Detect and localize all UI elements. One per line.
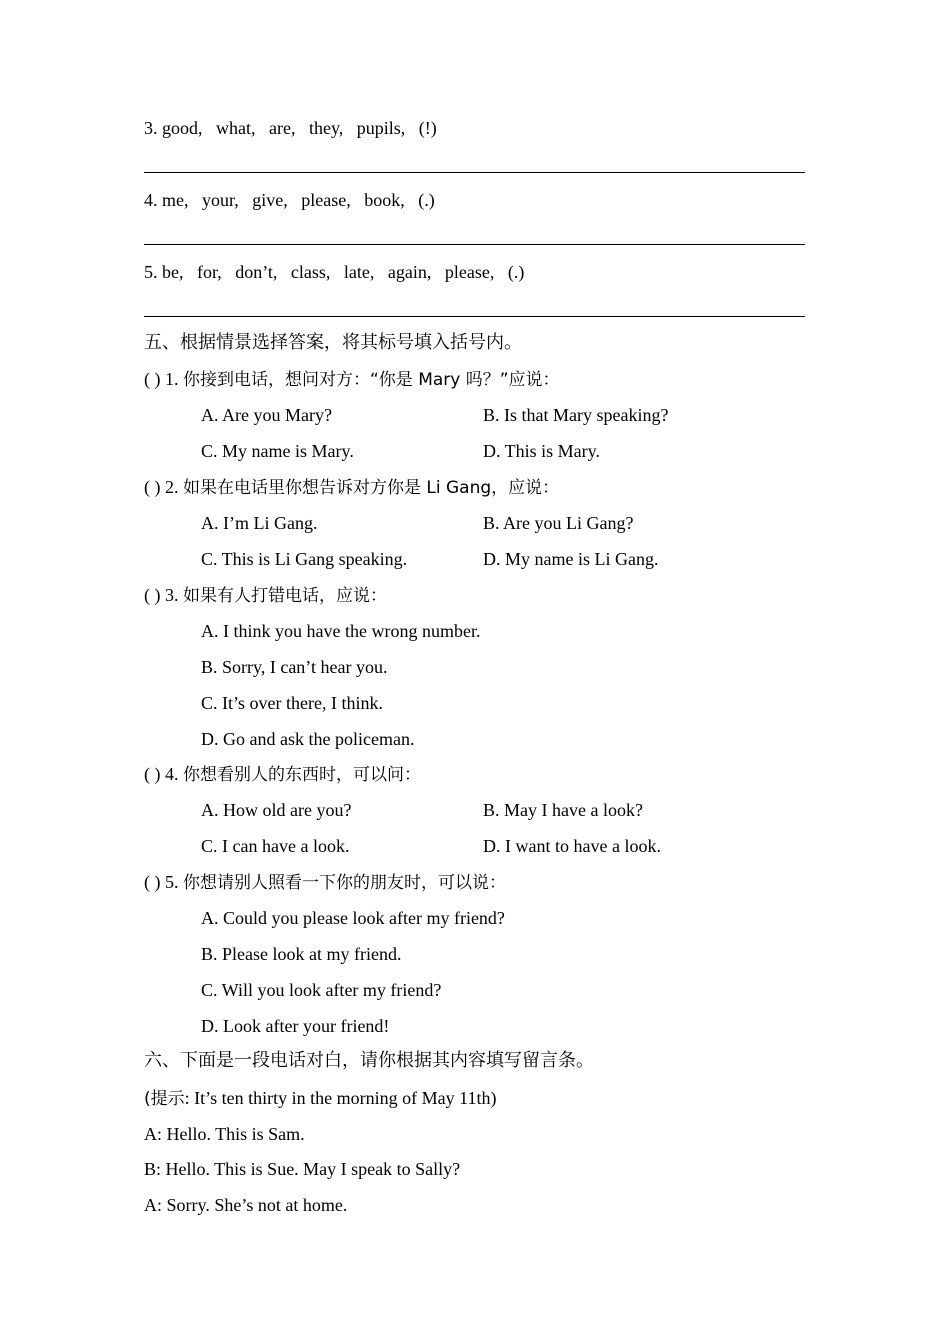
q4-option-d: D. I want to have a look. (483, 836, 661, 856)
section-5-heading: 五、根据情景选择答案，将其标号填入括号内。 (144, 332, 522, 353)
dialogue-line-3: A: Sorry. She’s not at home. (144, 1195, 348, 1215)
reorder-item-4: 4. me, your, give, please, book, (.) (144, 190, 435, 210)
hint-line (144, 1087, 496, 1110)
reorder-item-5: 5. be, for, don’t, class, late, again, please, (.) (144, 262, 525, 282)
q4-option-b: B. May I have a look? (483, 800, 643, 820)
question-5-stem: 你想请别人照看一下你的朋友时，可以说： (183, 873, 506, 893)
question-3-number: ( ) 3. (144, 585, 183, 605)
question-3-stem: 如果有人打错电话，应说： (183, 586, 387, 606)
question-1-number: ( ) 1. (144, 369, 183, 389)
q1-option-c: C. My name is Mary. (201, 441, 354, 461)
question-4 (144, 763, 421, 786)
q4-option-a: A. How old are you? (201, 800, 352, 820)
q2-option-b: B. Are you Li Gang? (483, 513, 634, 533)
dialogue-line-2: B: Hello. This is Sue. May I speak to Sally? (144, 1159, 461, 1179)
question-3 (144, 584, 387, 607)
q3-option-d: D. Go and ask the policeman. (201, 729, 415, 749)
question-1-stem: 你接到电话，想问对方：“你是 Mary 吗？”应说： (183, 370, 560, 390)
hint-text: : It’s ten thirty in the morning of May 11th) (184, 1088, 497, 1108)
question-5-number: ( ) 5. (144, 872, 183, 892)
q2-option-d: D. My name is Li Gang. (483, 549, 659, 569)
question-2-stem: 如果在电话里你想告诉对方你是 Li Gang，应说： (183, 478, 560, 498)
q5-option-d: D. Look after your friend! (201, 1016, 390, 1036)
answer-line-4 (144, 244, 805, 245)
answer-line-3 (144, 172, 805, 173)
q1-option-b: B. Is that Mary speaking? (483, 405, 669, 425)
question-2 (144, 476, 559, 499)
dialogue-line-1: A: Hello. This is Sam. (144, 1124, 305, 1144)
reorder-item-3: 3. good, what, are, they, pupils, (!) (144, 118, 437, 138)
q5-option-c: C. Will you look after my friend? (201, 980, 442, 1000)
q5-option-a: A. Could you please look after my friend? (201, 908, 505, 928)
q1-option-d: D. This is Mary. (483, 441, 600, 461)
q1-option-a: A. Are you Mary? (201, 405, 332, 425)
answer-line-5 (144, 316, 805, 317)
q4-option-c: C. I can have a look. (201, 836, 350, 856)
hint-prefix: (提示 (144, 1089, 185, 1109)
q3-option-a: A. I think you have the wrong number. (201, 621, 481, 641)
q3-option-c: C. It’s over there, I think. (201, 693, 383, 713)
q3-option-b: B. Sorry, I can’t hear you. (201, 657, 388, 677)
question-4-stem: 你想看别人的东西时，可以问： (183, 765, 421, 785)
q5-option-b: B. Please look at my friend. (201, 944, 402, 964)
question-2-number: ( ) 2. (144, 477, 183, 497)
section-6-heading: 六、下面是一段电话对白，请你根据其内容填写留言条。 (144, 1050, 594, 1071)
q2-option-c: C. This is Li Gang speaking. (201, 549, 408, 569)
q2-option-a: A. I’m Li Gang. (201, 513, 318, 533)
question-5 (144, 871, 506, 894)
question-1 (144, 368, 560, 391)
question-4-number: ( ) 4. (144, 764, 183, 784)
